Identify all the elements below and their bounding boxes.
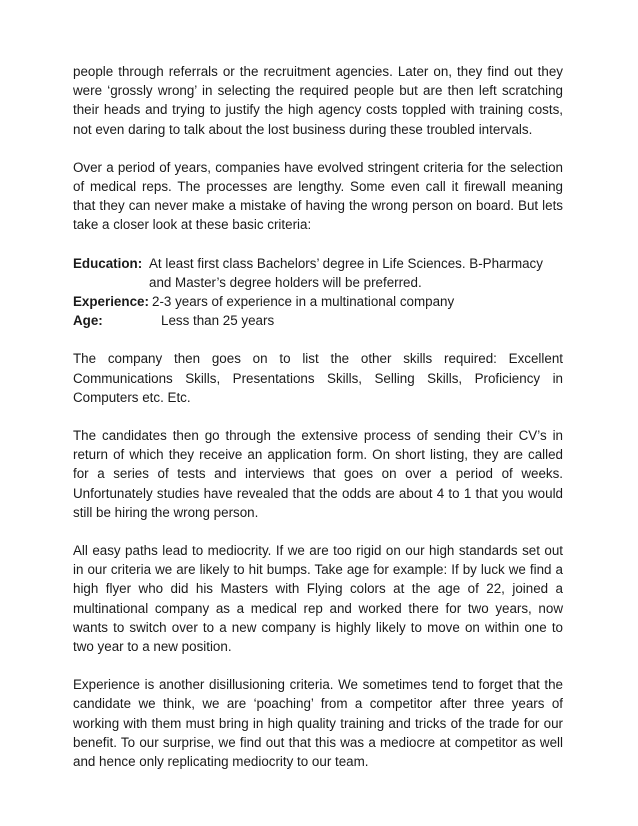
experience-label: Experience: — [73, 294, 149, 310]
criteria-education-continuation — [73, 273, 563, 292]
criteria-education-row — [73, 254, 563, 273]
paragraph-recruitment-agencies: people through referrals or the recruitment agencies. Later on, they find out they were ‘grossly wrong’ in selecting the required people but are then left scratching their heads and trying to justify the high agency costs toppled with training costs, not even daring to talk about the lost business during these troubled intervals. — [73, 64, 563, 137]
education-value-line2: and Master’s degree holders will be preferred. — [149, 274, 422, 290]
age-value: Less than 25 years — [161, 313, 275, 329]
experience-value: 2-3 years of experience in a multinational company — [152, 294, 455, 310]
paragraph-stringent-criteria: Over a period of years, companies have evolved stringent criteria for the selection of medical reps. The processes are lengthy. Some even call it firewall meaning that they can never make a mistake of having the wrong person on board. But lets take a closer look at these basic criteria: — [73, 159, 563, 233]
age-label: Age: — [73, 313, 103, 329]
paragraph-experience-criteria: Experience is another disillusioning criteria. We sometimes tend to forget that the candidate we think, we are ‘poaching’ from a competitor after three years of working with them must bring in high quality training and tricks of the trade for our benefit. To our surprise, we find out that this was a mediocre at competitor as well and hence only replicating mediocrity to our team. — [73, 677, 563, 770]
paragraph-mediocrity: All easy paths lead to mediocrity. If we are too rigid on our high standards set out in our criteria we are likely to hit bumps. Take age for example: If by luck we find a high flyer who did his Masters with Flying colors at the age of 22, joined a multinational company as a medical rep and worked there for two years, now wants to switch over to a new company is highly likely to move on within one to two year to a new position. — [73, 543, 563, 655]
criteria-list — [73, 254, 563, 331]
criteria-age-row — [73, 311, 563, 330]
paragraph-other-skills: The company then goes on to list the other skills required: Excellent Communications Skills, Presentations Skills, Selling Skills, Proficiency in Computers etc. Etc. — [73, 351, 563, 405]
document-page — [73, 62, 563, 790]
education-label: Education: — [73, 255, 143, 271]
paragraph-cv-process: The candidates then go through the extensive process of sending their CV’s in return of which they receive an application form. On short listing, they are called for a series of tests and interviews that goes on over a period of weeks. Unfortunately studies have revealed that the odds are about 4 to 1 that you would still be hiring the wrong person. — [73, 428, 563, 520]
criteria-experience-row — [73, 292, 563, 311]
education-value-line1: At least first class Bachelors’ degree in Life Sciences. B-Pharmacy — [149, 255, 543, 271]
education-value — [149, 254, 563, 273]
